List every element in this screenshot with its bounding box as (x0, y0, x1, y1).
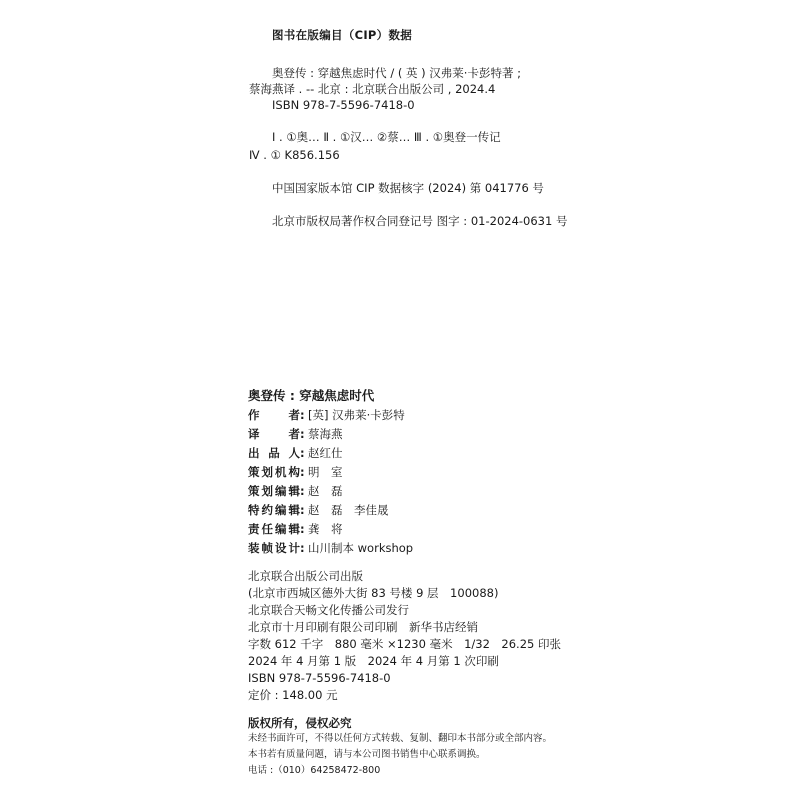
credit-planning-editor: 策划编辑: 赵 磊 (248, 484, 343, 498)
cip-verification: 中国国家版本馆 CIP 数据核字 (2024) 第 041776 号 (272, 181, 544, 195)
publisher-distributor: 北京联合天畅文化传播公司发行 (248, 603, 409, 617)
credit-label: 装帧设计 (248, 541, 300, 555)
credit-responsible-editor: 责任编辑: 龚 将 (248, 522, 343, 536)
publisher-edition: 2024 年 4 月第 1 版 2024 年 4 月第 1 次印刷 (248, 654, 499, 668)
publisher-address: (北京市西城区德外大街 83 号楼 9 层 100088) (248, 586, 499, 600)
cip-subject-line-1: Ⅰ . ①奥… Ⅱ . ①汉… ②蔡… Ⅲ . ①奥登一传记 (272, 130, 501, 144)
cip-heading: 图书在版编目（CIP）数据 (272, 28, 413, 42)
credit-value: [英] 汉弗莱·卡彭特 (308, 408, 405, 422)
cip-copyright-registration: 北京市版权局著作权合同登记号 图字 : 01-2024-0631 号 (272, 214, 568, 228)
credit-label: 特约编辑 (248, 503, 300, 517)
cip-record-line-1: 奥登传 : 穿越焦虑时代 / ( 英 ) 汉弗莱·卡彭特著 ; (272, 66, 521, 80)
publisher-isbn: ISBN 978-7-5596-7418-0 (248, 671, 391, 685)
rights-line-1: 未经书面许可，不得以任何方式转载、复制、翻印本书部分或全部内容。 (248, 733, 553, 744)
credit-value: 蔡海燕 (308, 427, 343, 441)
credit-label: 作 者 (248, 408, 300, 422)
rights-line-2: 本书若有质量问题，请与本公司图书销售中心联系调换。 (248, 749, 486, 760)
cip-subject-line-2: Ⅳ . ① K856.156 (249, 148, 340, 162)
credit-label: 译 者 (248, 427, 300, 441)
credit-translator: 译 者: 蔡海燕 (248, 427, 343, 441)
credit-label: 出 品 人 (248, 446, 300, 460)
publisher-specs: 字数 612 千字 880 毫米 ×1230 毫米 1/32 26.25 印张 (248, 637, 561, 651)
cip-isbn: ISBN 978-7-5596-7418-0 (272, 98, 415, 112)
contact-phone: 电话 :（010）64258472-800 (248, 765, 381, 776)
rights-heading: 版权所有，侵权必究 (248, 716, 352, 730)
credit-producer: 出 品 人: 赵红仕 (248, 446, 343, 460)
credit-label: 策划机构 (248, 465, 300, 479)
credit-author: 作 者: [英] 汉弗莱·卡彭特 (248, 408, 405, 422)
publisher-line-1: 北京联合出版公司出版 (248, 569, 363, 583)
price: 定价 : 148.00 元 (248, 688, 338, 702)
credit-value: 赵 磊 (308, 484, 343, 498)
credit-value: 山川制本 workshop (308, 541, 414, 555)
credit-special-editor: 特约编辑: 赵 磊 李佳晟 (248, 503, 389, 517)
book-title: 奥登传 : 穿越焦虑时代 (248, 388, 375, 403)
credit-planning-agency: 策划机构: 明 室 (248, 465, 343, 479)
credit-value: 龚 将 (308, 522, 343, 536)
cip-record-line-2: 蔡海燕译 . -- 北京 : 北京联合出版公司 , 2024.4 (249, 82, 496, 96)
credit-label: 策划编辑 (248, 484, 300, 498)
credit-value: 赵红仕 (308, 446, 343, 460)
credit-value: 明 室 (308, 465, 343, 479)
credit-book-design: 装帧设计: 山川制本 workshop (248, 541, 414, 555)
credit-label: 责任编辑 (248, 522, 300, 536)
publisher-printer: 北京市十月印刷有限公司印刷 新华书店经销 (248, 620, 478, 634)
credit-value: 赵 磊 李佳晟 (308, 503, 389, 517)
